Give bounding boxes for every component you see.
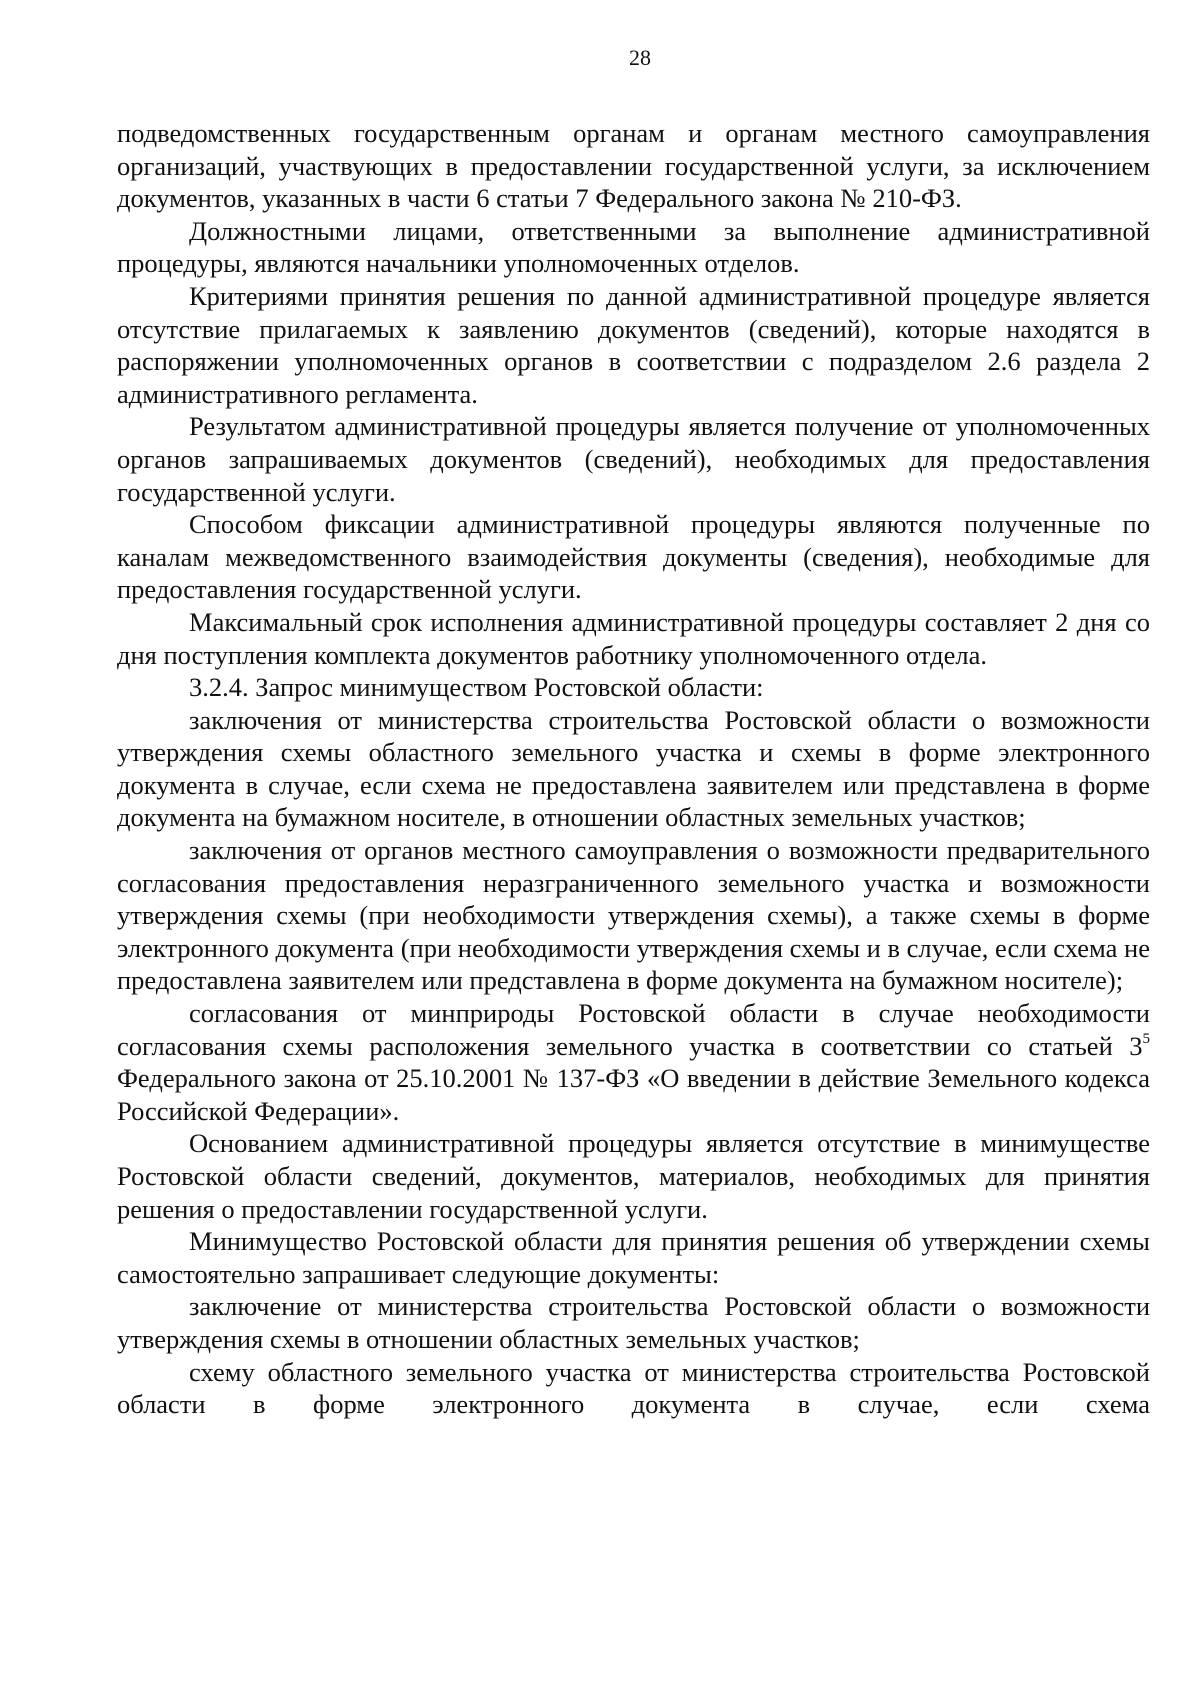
paragraph: Максимальный срок исполнения административной процедуры составляет 2 дня со дня поступления комплекта документов работнику уполномоченного отдела. bbox=[117, 606, 1150, 670]
paragraph-with-superscript: согласования от минприроды Ростовской области в случае необходимости согласования схемы расположения земельного участка в соответствии со статьей $3^5$ Федерального закона от 25.10.2001 № 137-ФЗ «О введении в действие Земельного кодекса Российской Федерации». bbox=[117, 998, 1150, 1126]
superscript: 5 bbox=[1142, 1030, 1150, 1047]
paragraph: подведомственных государственным органам и органам местного самоуправления организаций, участвующих в предоставлении государственной услуги, за исключением документов, указанных в части 6 статьи 7 Федерального закона № 210-ФЗ. bbox=[117, 118, 1150, 214]
paragraph: Основанием административной процедуры является отсутствие в минимуществе Ростовской области сведений, документов, материалов, необходимых для принятия решения о предоставлении государственной услуги. bbox=[117, 1128, 1150, 1224]
paragraph: Критериями принятия решения по данной административной процедуре является отсутствие прилагаемых к заявлению документов (сведений), которые находятся в распоряжении уполномоченных органов в соответствии с подразделом 2.6 раздела 2 административного регламента. bbox=[117, 280, 1150, 409]
paragraph: заключения от министерства строительства Ростовской области о возможности утверждения схемы областного земельного участка и схемы в форме электронного документа в случае, если схема не предоставлена заявителем или представлена в форме документа на бумажном носителе, в отношении областных земельных участков; bbox=[117, 704, 1150, 833]
paragraph: Должностными лицами, ответственными за выполнение административной процедуры, являются начальники уполномоченных отделов. bbox=[117, 215, 1150, 279]
paragraph: Минимущество Ростовской области для принятия решения об утверждении схемы самостоятельно запрашивает следующие документы: bbox=[117, 1226, 1150, 1289]
paragraph: Способом фиксации административной процедуры являются полученные по каналам межведомственного взаимодействия документы (сведения), необходимые для предоставления государственной услуги. bbox=[117, 509, 1150, 605]
paragraph-continued: схему областного земельного участка от министерства строительства Ростовской области в форме электронного документа в случае, если схема bbox=[117, 1356, 1150, 1420]
paragraph: заключение от министерства строительства Ростовской области о возможности утверждения схемы в отношении областных земельных участков; bbox=[117, 1291, 1150, 1354]
section-heading-3-2-4: 3.2.4. Запрос минимуществом Ростовской области: bbox=[189, 672, 764, 703]
body-text bbox=[117, 117, 1150, 1421]
paragraph: заключения от органов местного самоуправления о возможности предварительного согласования предоставления неразграниченного земельного участка и возможности утверждения схемы (при необходимости утверждения схемы), а также схемы в форме электронного документа (при необходимости утверждения схемы и в случае, если схема не предоставлена заявителем или представлена в форме документа на бумажном носителе); bbox=[117, 835, 1150, 996]
page-number: 28 bbox=[629, 45, 651, 70]
paragraph: Результатом административной процедуры является получение от уполномоченных органов запрашиваемых документов (сведений), необходимых для предоставления государственной услуги. bbox=[117, 411, 1150, 507]
